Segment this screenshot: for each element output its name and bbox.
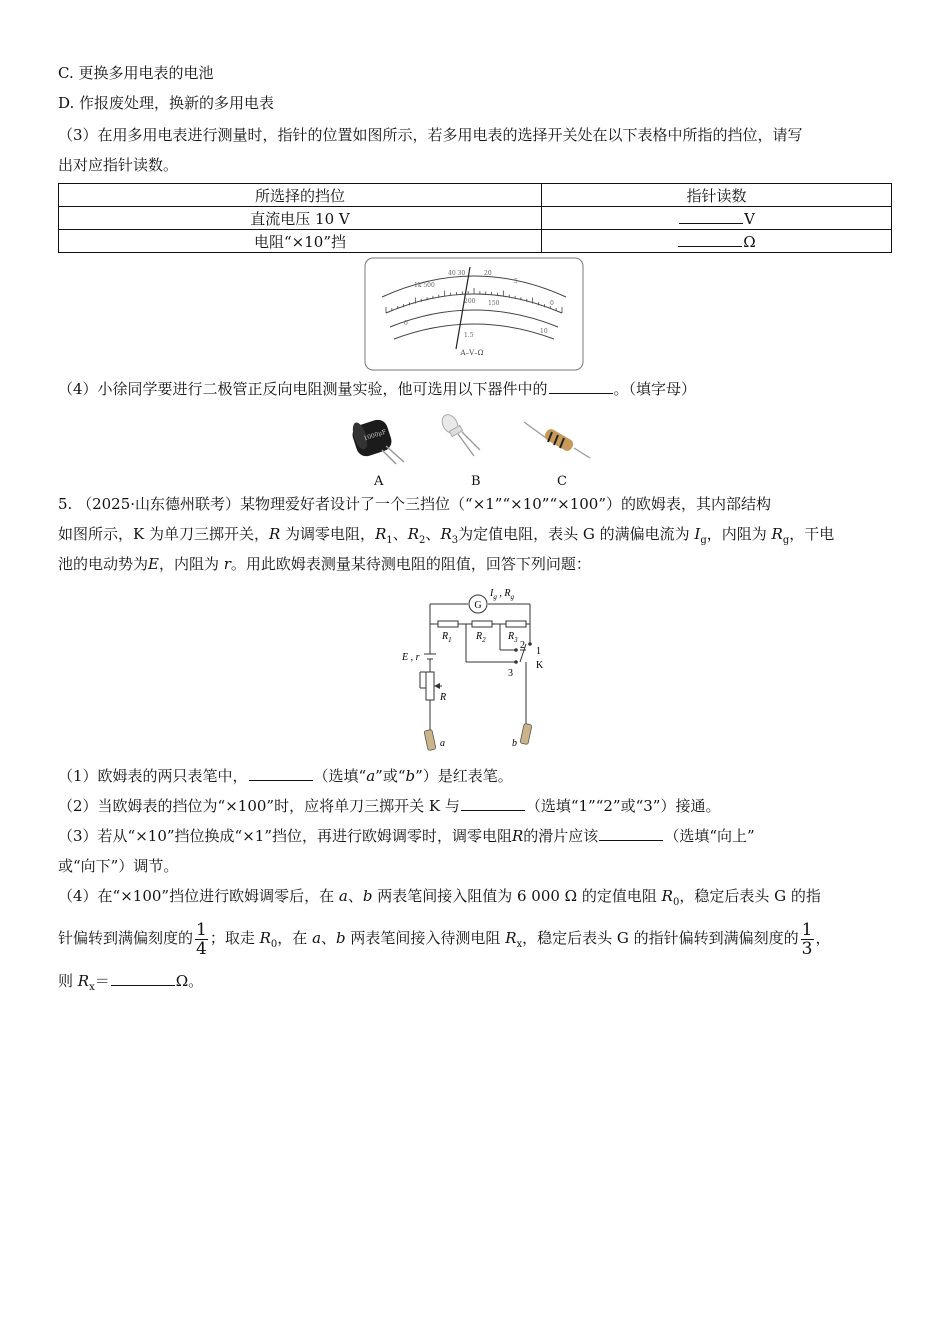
svg-text:a: a bbox=[440, 738, 445, 749]
svg-text:2: 2 bbox=[520, 640, 525, 651]
multimeter-dial-figure bbox=[364, 257, 584, 371]
svg-text:E , r: E , r bbox=[402, 652, 420, 663]
svg-text:3: 3 bbox=[508, 668, 513, 679]
answer-blank[interactable] bbox=[599, 826, 663, 841]
svg-text:R1: $R_1$ bbox=[442, 631, 452, 644]
svg-text:1000μF: 1000μF bbox=[362, 428, 388, 443]
table-cell-reading bbox=[542, 230, 892, 253]
problem-5-line2: 如图所示，K 为单刀三掷开关，R 为调零电阻，$R_1$、$R_2$、$R_3$为定值电阻，表头 G 的满偏电流为 $I_g$，内阻为 $R_g$，干电 bbox=[58, 525, 835, 546]
question-3-line1: （3）在用多用电表进行测量时，指针的位置如图所示，若多用电表的选择开关处在以下表格中所指的挡位，请写 bbox=[58, 126, 803, 144]
sub-question-4-line1: （4）在“×100”挡位进行欧姆调零后，在 a、b 两表笔间接入阻值为 6 000 Ω 的定值电阻 $R_0$，稳定后表头 G 的指 bbox=[58, 887, 821, 908]
problem-5-line3: 池的电动势为E，内阻为 r。用此欧姆表测量某待测电阻的阻值，回答下列问题： bbox=[58, 555, 591, 573]
meter-label: A–V–Ω bbox=[460, 349, 484, 357]
svg-text:0: 0 bbox=[550, 300, 554, 307]
unit: Ω bbox=[743, 232, 756, 251]
question-4-line: （4）小徐同学要进行二极管正反向电阻测量实验，他可选用以下器件中的 。（填字母） bbox=[58, 380, 697, 398]
svg-text:1.5: 1.5 bbox=[464, 332, 474, 339]
svg-text:R: R bbox=[440, 692, 447, 703]
fraction-one-third: $\frac{1}{3}$ bbox=[801, 919, 813, 959]
table-cell-reading bbox=[542, 207, 892, 230]
svg-text:G: G bbox=[474, 600, 482, 611]
svg-text:1: 1 bbox=[536, 646, 541, 657]
table-row bbox=[59, 207, 892, 230]
svg-text:20: 20 bbox=[484, 270, 492, 277]
svg-text:K: K bbox=[536, 660, 544, 671]
sub-question-2: （2）当欧姆表的挡位为“×100”时，应将单刀三掷开关 K 与 （选填“1”“2”或“3”）接通。 bbox=[58, 797, 721, 815]
capacitor-image bbox=[346, 416, 416, 466]
option-c: C. 更换多用电表的电池 bbox=[58, 64, 214, 82]
svg-text:200: 200 bbox=[464, 298, 476, 305]
table-row bbox=[59, 230, 892, 253]
unit: V bbox=[744, 209, 755, 228]
sub-question-1: （1）欧姆表的两只表笔中， （选填“a”或“b”）是红表笔。 bbox=[58, 767, 513, 785]
svg-text:150: 150 bbox=[488, 300, 500, 307]
component-label-a: A bbox=[374, 474, 384, 489]
answer-blank[interactable] bbox=[678, 232, 742, 247]
svg-text:0: 0 bbox=[404, 320, 408, 327]
problem-5-line1: 5. （2025·山东德州联考）某物理爱好者设计了一个三挡位（“×1”“×10”“×100”）的欧姆表，其内部结构 bbox=[58, 495, 772, 513]
answer-blank[interactable] bbox=[111, 971, 175, 986]
table-header-reading: 指针读数 bbox=[542, 184, 892, 207]
sub-question-4-line2: 针偏转到满偏刻度的 $\frac{1}{4}$ ；取走 $R_0$，在 a、b 两表笔间接入待测电阻 $R_x$，稳定后表头 G 的指针偏转到满偏刻度的 $\frac{1}{3}$ ， bbox=[58, 919, 831, 959]
question-3-line2: 出对应指针读数。 bbox=[58, 156, 179, 174]
resistor-image bbox=[522, 418, 592, 462]
reading-table bbox=[58, 183, 892, 253]
table-header-setting: 所选择的挡位 bbox=[59, 184, 542, 207]
sub-question-3-line1: （3）若从“×10”挡位换成“×1”挡位，再进行欧姆调零时，调零电阻R的滑片应该 （选填“向上” bbox=[58, 827, 755, 845]
diode-led-image bbox=[436, 412, 486, 462]
svg-text:10: 10 bbox=[540, 328, 548, 335]
ohmmeter-circuit-diagram bbox=[398, 584, 558, 764]
svg-text:1k 500: 1k 500 bbox=[414, 282, 435, 289]
svg-text:Ig , Rg: $I_g$ , $R_g$ bbox=[490, 588, 514, 601]
svg-text:b: b bbox=[512, 738, 517, 749]
sub-question-3-line2: 或“向下”）调节。 bbox=[58, 857, 179, 875]
table-cell-setting: 直流电压 10 V bbox=[59, 207, 542, 230]
answer-blank[interactable] bbox=[549, 379, 613, 394]
table-cell-setting: 电阻“×10”挡 bbox=[59, 230, 542, 253]
sub-question-4-line3: 则 $R_x= \Omega$。 bbox=[58, 972, 204, 993]
answer-blank[interactable] bbox=[679, 209, 743, 224]
svg-text:5: 5 bbox=[514, 278, 518, 285]
svg-text:R3: $R_3$ bbox=[508, 631, 518, 644]
answer-blank[interactable] bbox=[461, 796, 525, 811]
component-label-c: C bbox=[557, 474, 567, 489]
fraction-one-quarter: $\frac{1}{4}$ bbox=[196, 919, 207, 959]
svg-text:R2: $R_2$ bbox=[476, 631, 486, 644]
svg-text:40 30: 40 30 bbox=[448, 270, 466, 277]
option-d: D. 作报废处理，换新的多用电表 bbox=[58, 94, 275, 112]
answer-blank[interactable] bbox=[249, 766, 313, 781]
component-label-b: B bbox=[471, 474, 481, 489]
